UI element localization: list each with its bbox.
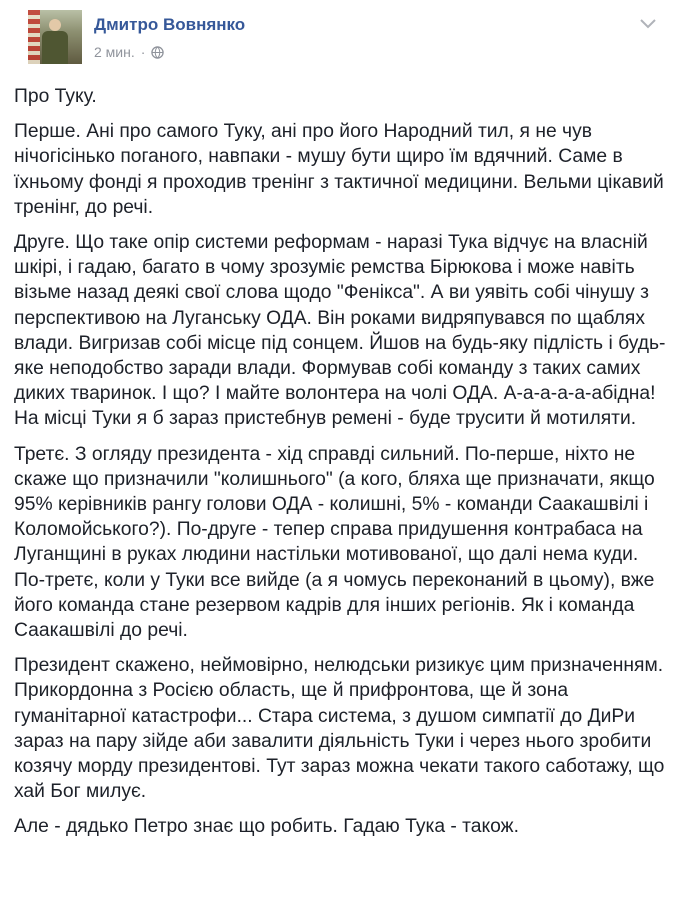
avatar-flag [28, 10, 40, 64]
post-header [14, 0, 673, 76]
author-name-link[interactable]: Дмитро Вовнянко [94, 15, 246, 34]
post-timestamp-link[interactable]: 2 мин. [94, 44, 135, 60]
post-meta [94, 44, 164, 60]
post-paragraph: Але - дядько Петро знає що робить. Гадаю Тука - також. [14, 816, 519, 838]
meta-separator: · [140, 44, 146, 60]
avatar-body [42, 31, 68, 64]
avatar-head [49, 19, 61, 31]
post-paragraph: Друге. Що таке опір системи реформам - наразі Тука відчує на власній шкірі, і гадаю, багато в чому зрозуміє ремства Бірюкова і може навіть візьме назад деякі свої слова щодо "Фенікса". А ви уявіть собі чінушу з перспективою на Луганську ОДА. Він роками видряпувався по щаблях влади. Вигризав собі місце під сонцем. Йшов на будь-яку підлість і будь-яке неподобство заради влади. Формував собі команду з таких самих диких тваринок. І що? І майте волонтера на чолі ОДА. А-а-а-а-а-абідна! На місці Туки я б зараз пристебнув ремені - буде трусити й мотиляти. [14, 232, 666, 430]
globe-icon[interactable] [151, 46, 164, 59]
post-paragraph: Перше. Ані про самого Туку, ані про його Народний тил, я не чув нічогісінько поганого, навпаки - мушу бути щиро їм вдячний. Саме в їхньому фонді я проходив тренінг з тактичної медицини. Вельми цікавий тренінг, до речі. [14, 121, 664, 218]
chevron-down-icon[interactable] [639, 18, 657, 30]
post-paragraph: Третє. З огляду президента - хід справді сильний. По-перше, ніхто не скаже що призначили "колишнього" (а кого, бляха ще призначати, якщо 95% керівників рангу голови ОДА - колишні, 5% - команди Саакашвілі і Коломойського?). По-друге - тепер справа придушення контрабаса на Луганщині в руках людини настільки мотивованої, що далі нема куди. По-третє, коли у Туки все вийде (а я чомусь переконаний в цьому), вже його команда стане резервом кадрів для інших регіонів. Як і команда Саакашвілі до речі. [14, 443, 655, 642]
post-paragraph: Президент скажено, неймовірно, нелюдськи ризикує цим призначенням. Прикордонна з Росією область, ще й прифронтова, ще й зона гуманітарної катастрофи... Стара система, з душом симпатії до ДиРи зараз на пару зійде аби завалити діяльність Туки і через нього зробити козячу морду президентові. Тут зараз можна чекати такого саботажу, що хай Бог милує. [14, 655, 665, 803]
post-paragraph: Про Туку. [14, 86, 97, 107]
post-body [14, 84, 674, 850]
avatar[interactable] [28, 10, 82, 64]
